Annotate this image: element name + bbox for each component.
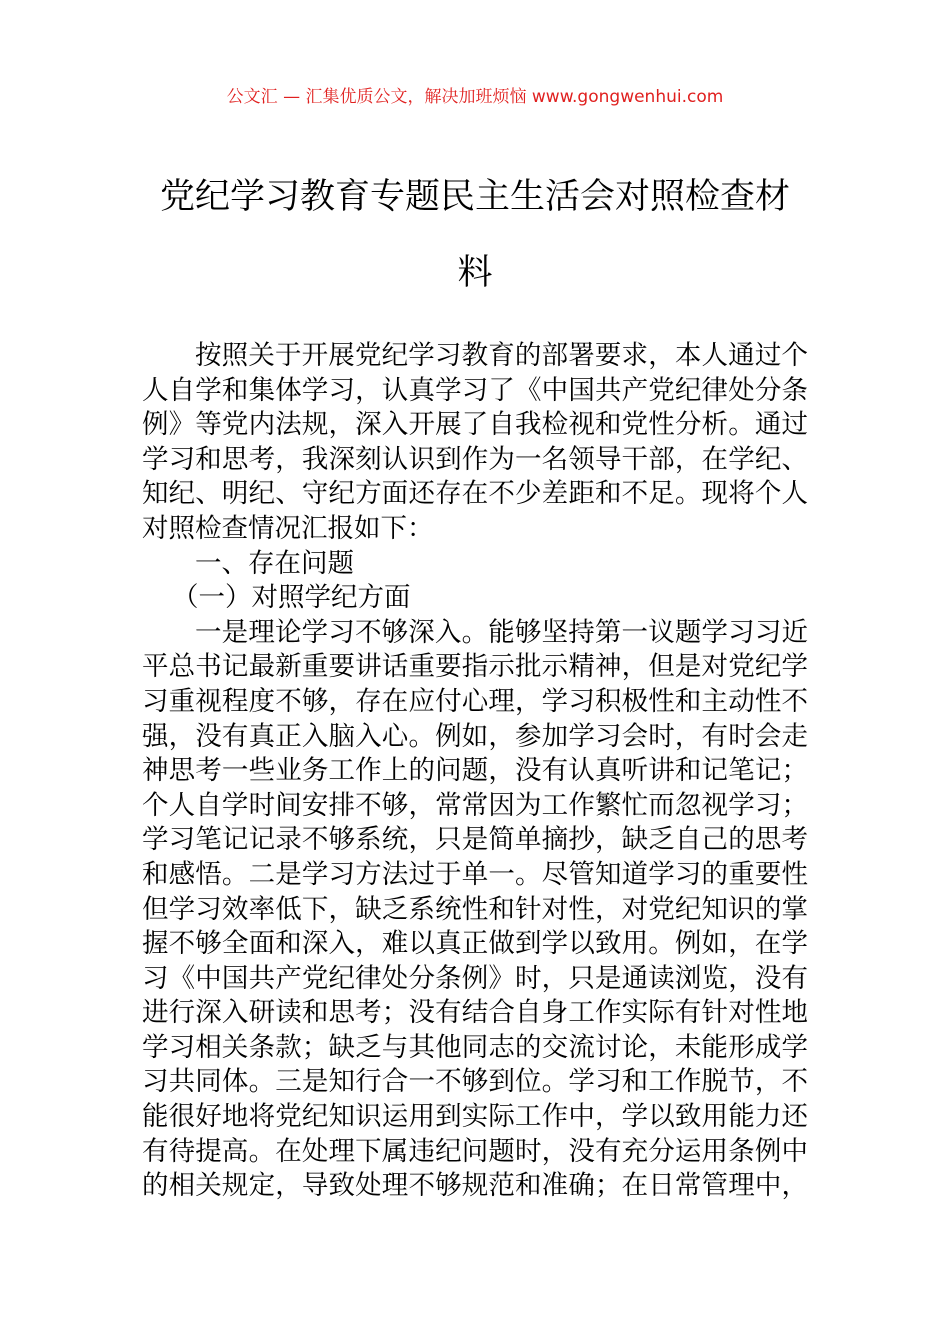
text-line: 神思考一些业务工作上的问题，没有认真听讲和记笔记； bbox=[142, 755, 808, 787]
text-line: 例》等党内法规，深入开展了自我检视和党性分析。通过 bbox=[142, 409, 808, 441]
paragraph-study-discipline bbox=[142, 616, 808, 1204]
text-line: 学习相关条款；缺乏与其他同志的交流讨论，未能形成学 bbox=[142, 1031, 808, 1063]
subsection-heading: （一）对照学纪方面 bbox=[172, 582, 411, 614]
text-line: 习共同体。三是知行合一不够到位。学习和工作脱节，不 bbox=[142, 1066, 808, 1098]
document-title bbox=[140, 152, 810, 318]
document-body bbox=[142, 339, 808, 1204]
text-line: 平总书记最新重要讲话重要指示批示精神，但是对党纪学 bbox=[142, 651, 808, 683]
text-line: 强，没有真正入脑入心。例如，参加学习会时，有时会走 bbox=[142, 720, 808, 752]
text-line: 学习笔记记录不够系统，只是简单摘抄，缺乏自己的思考 bbox=[142, 824, 808, 856]
text-line: 一是理论学习不够深入。能够坚持第一议题学习习近 bbox=[195, 616, 808, 648]
text-line: 对照检查情况汇报如下： bbox=[142, 512, 434, 544]
text-line: 学习和思考，我深刻认识到作为一名领导干部，在学纪、 bbox=[142, 443, 808, 475]
text-line: 按照关于开展党纪学习教育的部署要求，本人通过个 bbox=[195, 340, 808, 371]
text-line: 和感悟。二是学习方法过于单一。尽管知道学习的重要性 bbox=[142, 858, 808, 890]
paragraph-intro bbox=[142, 339, 808, 547]
title-line: 料 bbox=[457, 253, 493, 293]
site-banner: 公文汇 — 汇集优质公文，解决加班烦恼 www.gongwenhui.com bbox=[226, 87, 724, 107]
text-line: 能很好地将党纪知识运用到实际工作中，学以致用能力还 bbox=[142, 1101, 808, 1133]
text-line: 但学习效率低下，缺乏系统性和针对性，对党纪知识的掌 bbox=[142, 893, 808, 925]
text-line: 的相关规定，导致处理不够规范和准确；在日常管理中， bbox=[142, 1170, 808, 1202]
text-line: 知纪、明纪、守纪方面还存在不少差距和不足。现将个人 bbox=[142, 478, 808, 510]
text-line: 进行深入研读和思考；没有结合自身工作实际有针对性地 bbox=[142, 997, 808, 1029]
title-line: 党纪学习教育专题民主生活会对照检查材 bbox=[159, 177, 790, 217]
text-line: 习《中国共产党纪律处分条例》时，只是通读浏览，没有 bbox=[142, 962, 808, 994]
text-line: 个人自学时间安排不够，常常因为工作繁忙而忽视学习； bbox=[142, 789, 808, 821]
section-heading: 一、存在问题 bbox=[195, 547, 354, 579]
text-line: 有待提高。在处理下属违纪问题时，没有充分运用条例中 bbox=[142, 1135, 808, 1167]
text-line: 习重视程度不够，存在应付心理，学习积极性和主动性不 bbox=[142, 685, 808, 717]
text-line: 握不够全面和深入，难以真正做到学以致用。例如，在学 bbox=[142, 928, 808, 960]
text-line: 人自学和集体学习，认真学习了《中国共产党纪律处分条 bbox=[142, 374, 808, 406]
